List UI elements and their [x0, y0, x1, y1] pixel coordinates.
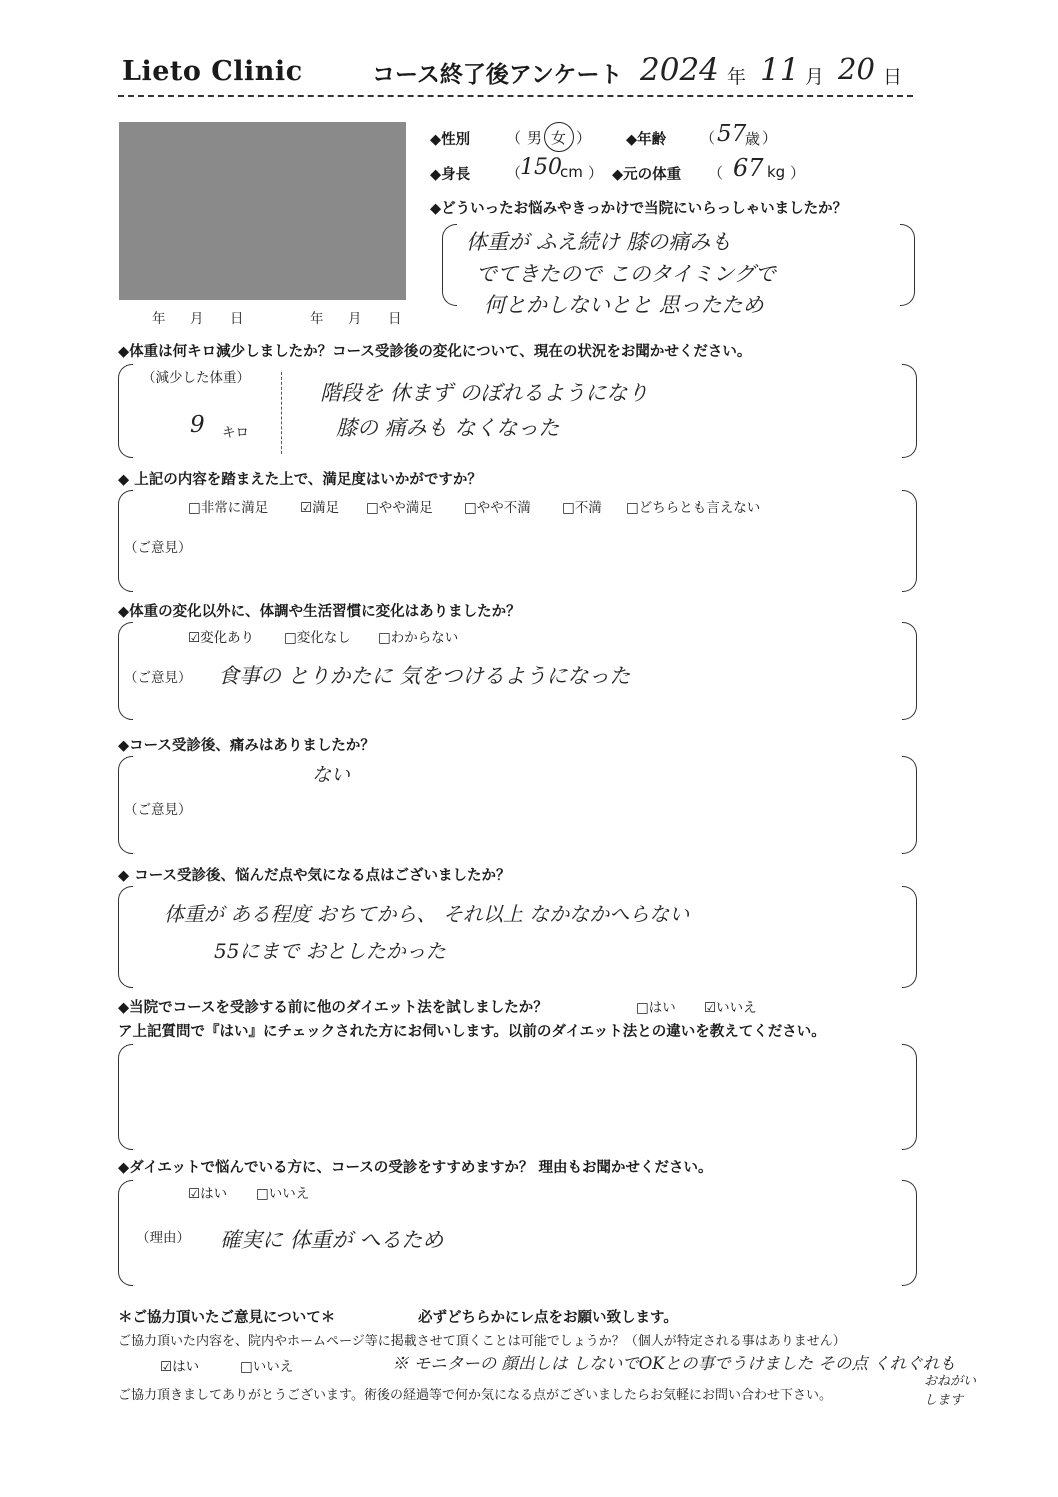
footer-handwritten-note: ※ モニターの 顔出しは しないでOKとの事でうけました その点 くれぐれも — [392, 1354, 956, 1373]
height-value: 150 — [520, 155, 562, 180]
q-worry-answer-1: 体重が ある程度 おちてから、 それ以上 なかなかへらない — [164, 902, 690, 926]
q-reason-answer-3: 何とかしないとと 思ったため — [484, 293, 764, 317]
age-value: 57 — [717, 121, 747, 147]
other-diet-option-no[interactable]: ☑いいえ — [704, 1000, 757, 1016]
date-day: 20 — [838, 52, 875, 86]
photo-date-year-1: 年 — [152, 311, 166, 327]
gender-female: 女 — [551, 129, 567, 147]
satisfaction-option-somewhat-dissatisfied[interactable]: □やや不満 — [464, 500, 531, 516]
age-unit: 歳 — [745, 130, 761, 148]
q-other-diet-question: ◆当院でコースを受診する前に他のダイエット法を試しましたか？ — [118, 1000, 548, 1016]
date-year: 2024 — [640, 52, 719, 88]
q-satisfaction-question: ◆ 上記の内容を踏まえた上で、満足度はいかがですか？ — [118, 472, 482, 488]
q-recommend-bracket-left — [118, 1180, 133, 1286]
recommend-option-yes[interactable]: ☑はい — [188, 1186, 228, 1202]
q-other-diet-bracket-right — [902, 1044, 917, 1150]
recommend-option-no[interactable]: □いいえ — [256, 1186, 310, 1202]
weight-close: ） — [790, 164, 806, 182]
q-weight-sub-label: （減少した体重） — [142, 370, 250, 386]
satisfaction-option-neutral[interactable]: □どちらとも言えない — [626, 500, 761, 516]
q-weight-question: ◆体重は何キロ減少しましたか？コース受診後の変化について、現在の状況をお聞かせください。 — [118, 344, 752, 360]
q-worry-question: ◆ コース受診後、悩んだ点や気になる点はございましたか？ — [118, 868, 511, 884]
date-year-unit: 年 — [727, 66, 747, 88]
q-weight-answer-1: 階段を 休まず のぼれるようになり — [320, 381, 649, 405]
footer-handwritten-note-tail: おねがい します — [924, 1374, 977, 1408]
q-reason-bracket-right — [900, 224, 915, 306]
footer-heading-note: 必ずどちらかにレ点をお願い致します。 — [418, 1310, 678, 1326]
q-reason-answer-2: でてきたので このタイミングで — [476, 262, 776, 286]
q-recommend-answer: 確実に 体重が へるため — [220, 1228, 444, 1252]
gender-close: ） — [576, 129, 592, 147]
weight-open: （ — [708, 164, 724, 182]
photo-date-month-2: 月 — [348, 311, 362, 327]
q-weight-value: 9 — [190, 412, 205, 438]
date-day-unit: 日 — [883, 66, 903, 88]
q-other-diet-bracket-left — [118, 1044, 133, 1150]
q-weight-divider — [281, 372, 282, 454]
height-open: （ — [506, 164, 522, 182]
date-month: 11 — [760, 52, 800, 88]
footer-heading: ＊ご協力頂いたご意見について＊ — [118, 1310, 336, 1326]
gender-open: （ — [506, 129, 522, 147]
photo-date-day-1: 日 — [230, 311, 244, 327]
satisfaction-option-somewhat-satisfied[interactable]: □やや満足 — [366, 500, 433, 516]
q-pain-opinion-label: （ご意見） — [124, 802, 192, 818]
survey-title: コース終了後アンケート — [372, 62, 623, 88]
q-weight-bracket-right — [902, 364, 917, 458]
q-reason-answer-1: 体重が ふえ続け 膝の痛みも — [466, 230, 732, 254]
q-recommend-reason-label: （理由） — [136, 1230, 190, 1246]
satisfaction-option-satisfied[interactable]: ☑満足 — [300, 500, 340, 516]
q-worry-bracket-left — [118, 886, 133, 988]
age-open: （ — [700, 129, 716, 147]
footer-thanks: ご協力頂きましてありがとうございます。術後の経過等で何か気になる点がございましたらお気軽にお問い合わせ下さい。 — [118, 1388, 832, 1403]
photo-date-month-1: 月 — [190, 311, 204, 327]
q-satisfaction-opinion-label: （ご意見） — [124, 540, 192, 556]
q-reason-bracket-left — [442, 224, 457, 306]
satisfaction-option-dissatisfied[interactable]: □不満 — [562, 500, 602, 516]
consent-option-no[interactable]: □いいえ — [240, 1359, 294, 1375]
lifestyle-option-changed[interactable]: ☑変化あり — [188, 630, 255, 646]
other-diet-option-yes[interactable]: □はい — [636, 1000, 676, 1016]
q-other-diet-followup: ア上記質問で『はい』にチェックされた方にお伺いします。以前のダイエット法との違いを教えてください。 — [118, 1024, 826, 1040]
q-pain-answer: ない — [312, 764, 351, 786]
q-lifestyle-answer: 食事の とりかたに 気をつけるようになった — [218, 664, 631, 688]
q-lifestyle-opinion-label: （ご意見） — [124, 670, 192, 686]
lifestyle-option-unknown[interactable]: □わからない — [378, 630, 459, 646]
q-weight-unit: キロ — [222, 425, 249, 441]
redacted-photo — [119, 122, 406, 300]
footer-consent-question: ご協力頂いた内容を、院内やホームページ等に掲載させて頂くことは可能でしょうか？（個人が特定される事はありません） — [118, 1334, 846, 1349]
photo-date-year-2: 年 — [310, 311, 324, 327]
q-worry-answer-2: 55にまで おとしたかった — [214, 939, 446, 963]
q-recommend-bracket-right — [902, 1180, 917, 1286]
height-unit: cm — [560, 163, 583, 181]
age-close: ） — [762, 129, 778, 147]
q-satisfaction-bracket-right — [902, 490, 917, 592]
height-label: ◆身長 — [430, 167, 471, 183]
q-recommend-question: ◆ダイエットで悩んでいる方に、コースの受診をすすめますか？ 理由もお聞かせください。 — [118, 1160, 713, 1176]
q-reason-question: ◆どういったお悩みやきっかけで当院にいらっしゃいましたか？ — [430, 201, 848, 217]
lifestyle-option-unchanged[interactable]: □変化なし — [284, 630, 351, 646]
q-worry-bracket-right — [902, 886, 917, 988]
clinic-name: Lieto Clinic — [122, 56, 303, 87]
satisfaction-option-very-satisfied[interactable]: □非常に満足 — [188, 500, 269, 516]
height-close: ） — [588, 164, 604, 182]
q-pain-question: ◆コース受診後、痛みはありましたか？ — [118, 738, 375, 754]
consent-option-yes[interactable]: ☑はい — [160, 1359, 200, 1375]
date-month-unit: 月 — [805, 66, 825, 88]
photo-date-day-2: 日 — [388, 311, 402, 327]
q-lifestyle-bracket-right — [902, 622, 917, 720]
weight-value: 67 — [733, 154, 764, 182]
weight-unit: kg — [767, 163, 786, 181]
gender-male: 男 — [527, 129, 543, 147]
weight-label: ◆元の体重 — [612, 167, 682, 183]
gender-label: ◆性別 — [430, 132, 471, 148]
q-weight-answer-2: 膝の 痛みも なくなった — [336, 416, 560, 440]
age-label: ◆年齢 — [626, 132, 667, 148]
header-divider — [118, 95, 913, 97]
q-lifestyle-question: ◆体重の変化以外に、体調や生活習慣に変化はありましたか？ — [118, 604, 521, 620]
q-weight-bracket-left — [118, 364, 133, 458]
q-pain-bracket-right — [902, 756, 917, 854]
